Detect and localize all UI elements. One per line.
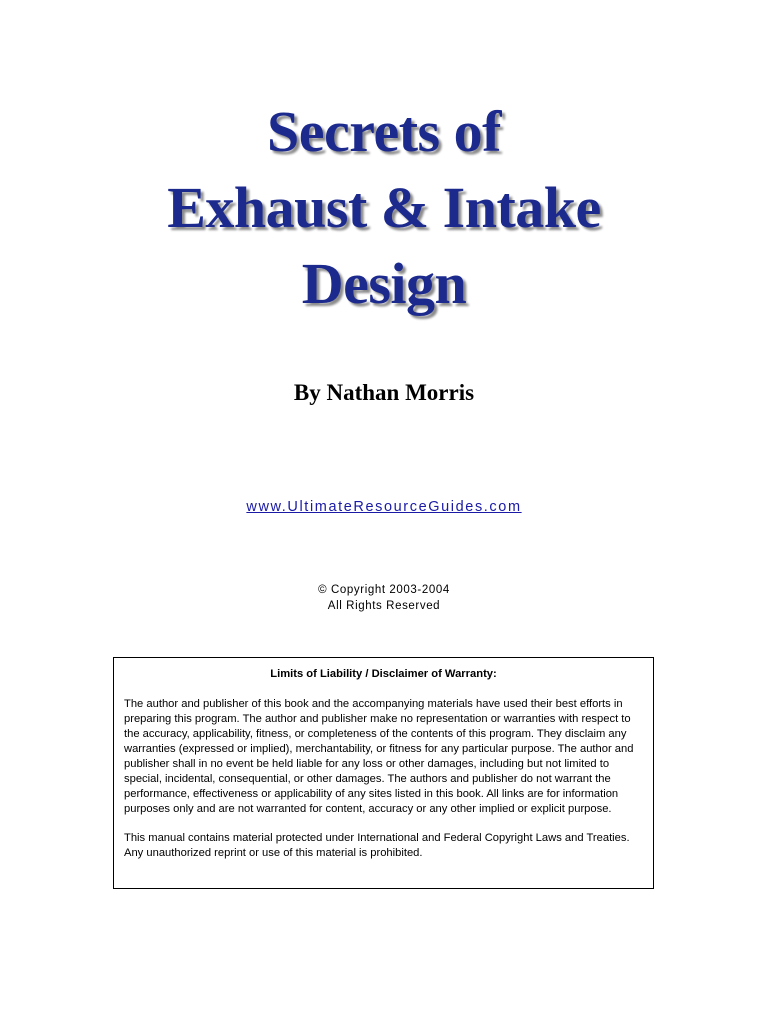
title-line-2: Exhaust & Intake (167, 175, 601, 240)
copyright-line: © Copyright 2003-2004 (318, 584, 450, 596)
disclaimer-paragraph: The author and publisher of this book and the accompanying materials have used their best efforts in preparing this program. The author and publisher make no representation or warranties with respect to the accuracy, applicability, fitness, or completeness of the contents of this program. They disclaim any warranties (expressed or implied), merchantability, or fitness for any particular purpose. The author and publisher shall in no event be held liable for any loss or other damages, including but not limited to special, incidental, consequential, or other damages. The authors and publisher do not warrant the performance, effectiveness or applicability of any sites listed in this book. All links are for information purposes only and are not warranted for content, accuracy or any other implied or explicit purpose. (124, 698, 634, 815)
website-link[interactable]: www.UltimateResourceGuides.com (246, 499, 522, 515)
copyright-notice (0, 582, 768, 614)
author-byline: By Nathan Morris (293, 380, 475, 405)
rights-reserved-line: All Rights Reserved (327, 600, 441, 612)
title-line-3: Design (301, 251, 467, 316)
copyright-protection-paragraph: This manual contains material protected under International and Federal Copyright Laws and Treaties. Any unauthorized reprint or use of this material is prohibited. (124, 832, 630, 859)
title-line-1: Secrets of (267, 99, 501, 164)
disclaimer-heading: Limits of Liability / Disclaimer of Warranty: (270, 668, 497, 680)
document-title (0, 94, 768, 322)
disclaimer-box (113, 657, 654, 889)
